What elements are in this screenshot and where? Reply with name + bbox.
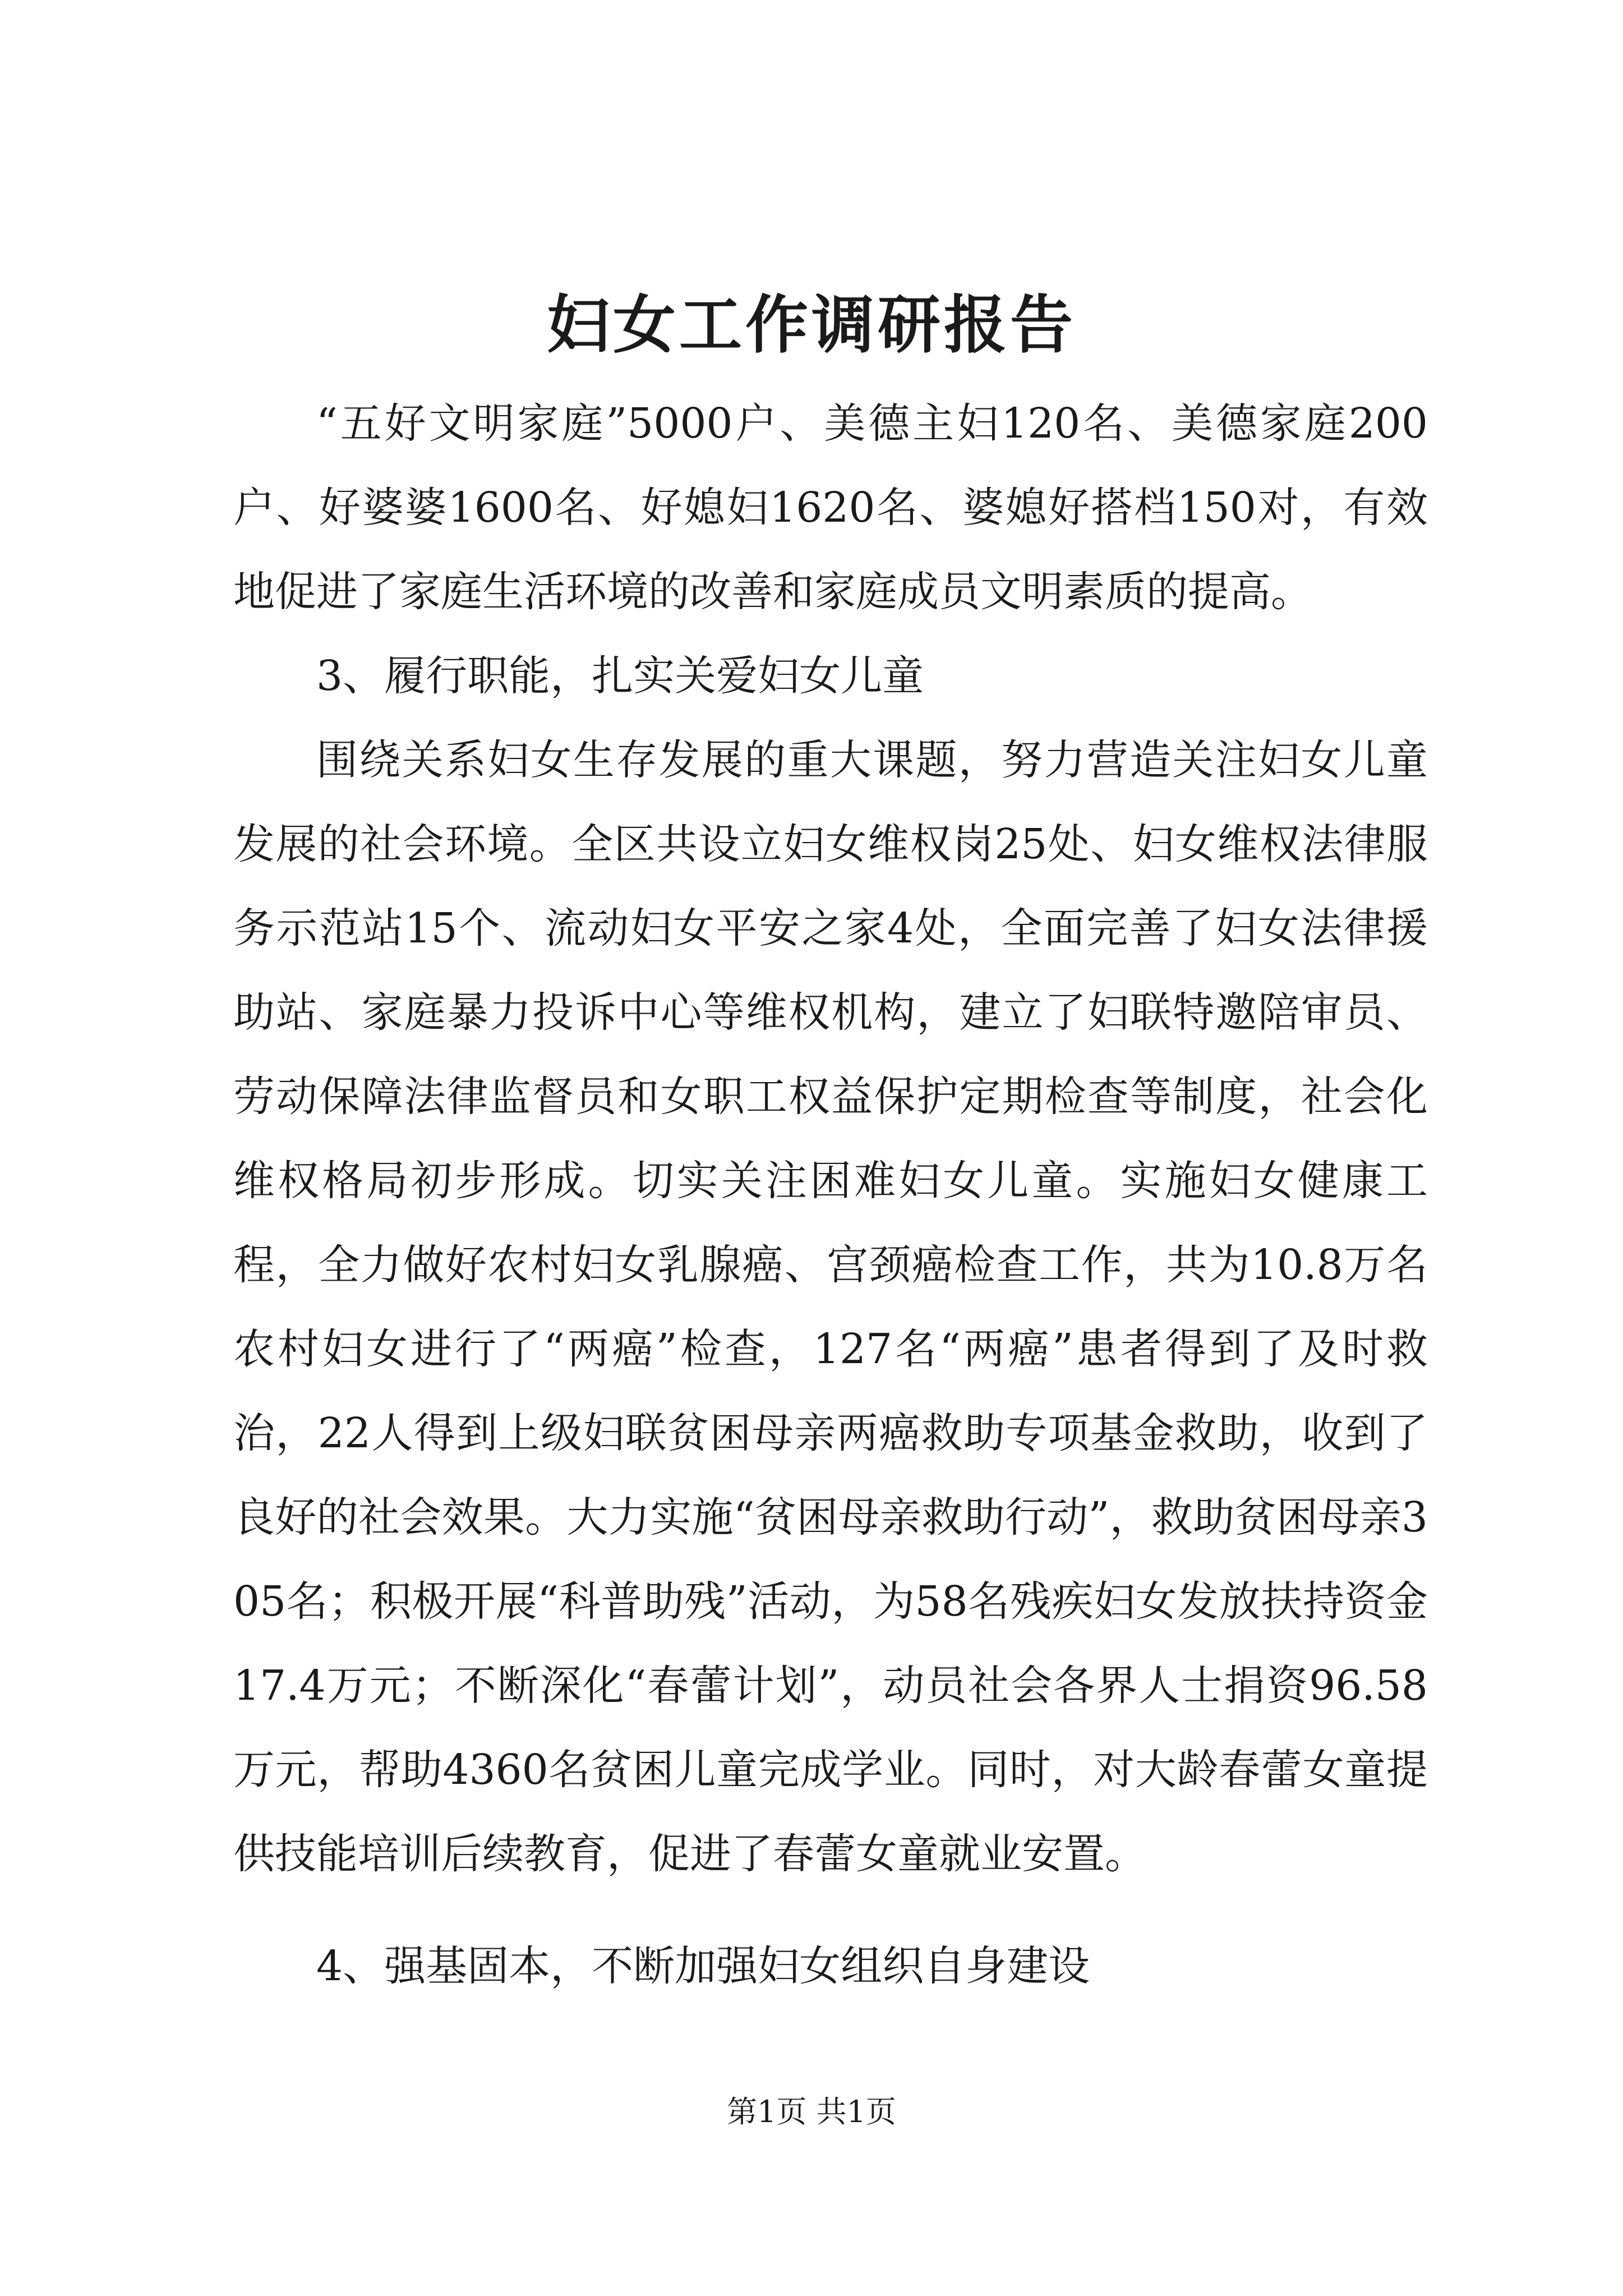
document-body [233, 381, 1428, 2008]
section-heading-4: 4、强基固本，不断加强妇女组织自身建设 [316, 1942, 1090, 1990]
paragraph-family-stats: “五好文明家庭”5000户、美德主妇120名、美德家庭200户、好婆婆1600名、好媳妇1620名、婆媳好搭档150对，有效地促进了家庭生活环境的改善和家庭成员文明素质的提高。 [233, 399, 1428, 616]
page-footer: 第1页 共1页 [727, 2094, 896, 2129]
paragraph-women-children-care: 围绕关系妇女生存发展的重大课题，努力营造关注妇女儿童发展的社会环境。全区共设立妇女维权岗25处、妇女维权法律服务示范站15个、流动妇女平安之家4处，全面完善了妇女法律援助站、家庭暴力投诉中心等维权机构，建立了妇联特邀陪审员、劳动保障法律监督员和女职工权益保护定期检查等制度，社会化维权格局初步形成。切实关注困难妇女儿童。实施妇女健康工程，全力做好农村妇女乳腺癌、宫颈癌检查工作，共为10.8万名农村妇女进行了“两癌”检查，127名“两癌”患者得到了及时救治，22人得到上级妇联贫困母亲两癌救助专项基金救助，收到了良好的社会效果。大力实施“贫困母亲救助行动”，救助贫困母亲305名；积极开展“科普助残”活动，为58名残疾妇女发放扶持资金17.4万元；不断深化“春蕾计划”，动员社会各界人士捐资96.58万元，帮助4360名贫困儿童完成学业。同时，对大龄春蕾女童提供技能培训后续教育，促进了春蕾女童就业安置。 [233, 736, 1428, 1878]
document-title: 妇女工作调研报告 [547, 288, 1076, 362]
section-heading-3: 3、履行职能，扎实关爱妇女儿童 [316, 652, 924, 700]
